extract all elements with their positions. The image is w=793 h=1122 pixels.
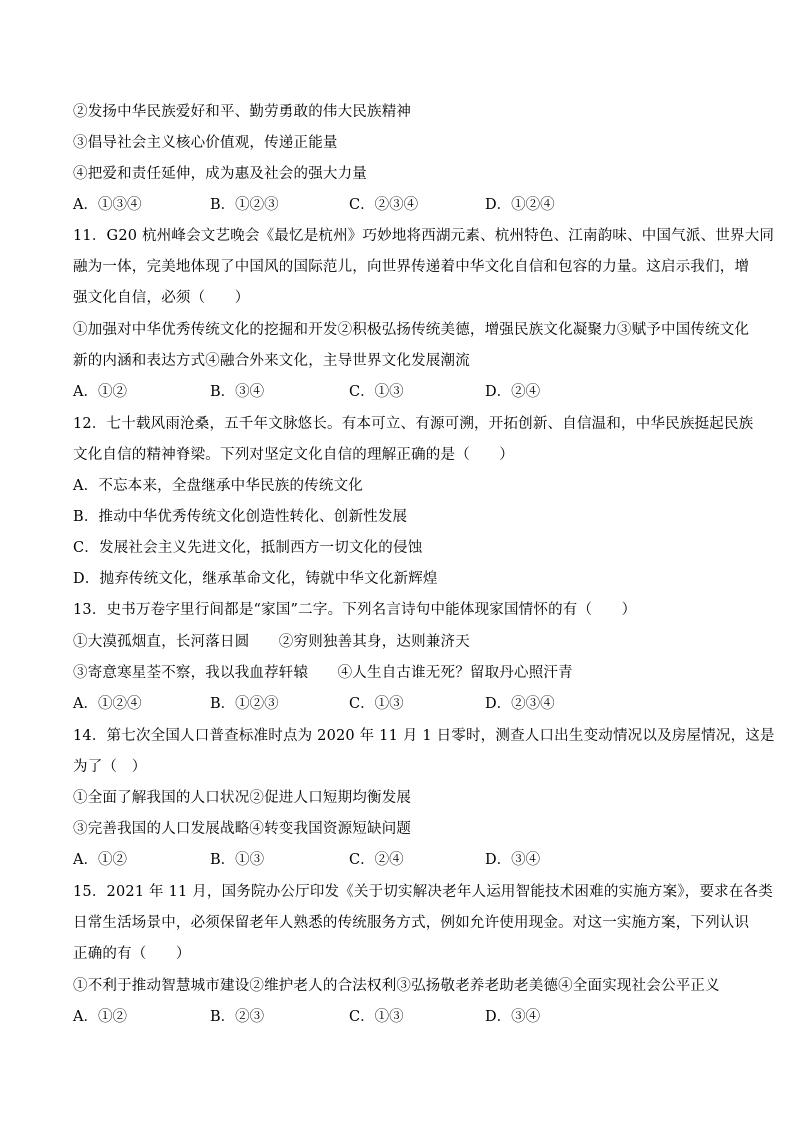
q11-items-line-1: ①加强对中华优秀传统文化的挖掘和开发②积极弘扬传统美德，增强民族文化凝聚力③赋予中国传统文化 — [73, 322, 750, 338]
q12-stem-line-2: 文化自信的精神脊梁。下列对坚定文化自信的理解正确的是（ ） — [73, 447, 514, 463]
q13-stem: 13．史书万卷字里行间都是“家国”二字。下列名言诗句中能体现家国情怀的有（ ） — [73, 602, 637, 618]
q11-stem-line-1: 11．G20 杭州峰会文艺晚会《最忆是杭州》巧妙地将西湖元素、杭州特色、江南韵味、中国气派、世界大同 — [73, 228, 775, 244]
q11-option-a[interactable]: A．①② — [73, 384, 127, 400]
q10-option-c[interactable]: C．②③④ — [349, 197, 419, 213]
q13-options — [73, 694, 733, 714]
q10-item-4: ④把爱和责任延伸，成为惠及社会的强大力量 — [73, 166, 367, 182]
q12-choice-b[interactable]: B．推动中华优秀传统文化创造性转化、创新性发展 — [73, 509, 408, 525]
q10-option-d[interactable]: D．①②④ — [485, 197, 555, 213]
q12-stem-line-1: 12．七十载风雨沧桑，五千年文脉悠长。有本可立、有源可溯，开拓创新、自信温和，中华民族挺起民族 — [73, 416, 754, 432]
q15-option-c[interactable]: C．①③ — [349, 1009, 404, 1025]
q15-stem-line-2: 日常生活场景中，必须保留老年人熟悉的传统服务方式，例如允许使用现金。对这一实施方案，下列认识 — [73, 915, 750, 931]
q13-option-a[interactable]: A．①②④ — [73, 696, 142, 712]
q15-items-line-1: ①不利于推动智慧城市建设②维护老人的合法权利③弘扬敬老养老助老美德④全面实现社会公平正义 — [73, 978, 720, 994]
q13-option-d[interactable]: D．②③④ — [485, 696, 555, 712]
q15-option-a[interactable]: A．①② — [73, 1009, 127, 1025]
q11-stem-line-2: 融为一体，完美地体现了中国风的国际范儿，向世界传递着中华文化自信和包容的力量。这启示我们，增 — [73, 259, 750, 275]
q14-option-b[interactable]: B．①③ — [210, 852, 265, 868]
q10-item-3: ③倡导社会主义核心价值观，传递正能量 — [73, 135, 338, 151]
q14-items-line-2: ③完善我国的人口发展战略④转变我国资源短缺问题 — [73, 821, 412, 837]
q15-option-b[interactable]: B．②③ — [210, 1009, 265, 1025]
q10-option-a[interactable]: A．①③④ — [73, 197, 142, 213]
q14-items-line-1: ①全面了解我国的人口状况②促进人口短期均衡发展 — [73, 790, 412, 806]
q10-item-2: ②发扬中华民族爱好和平、勤劳勇敢的伟大民族精神 — [73, 104, 412, 120]
q13-option-b[interactable]: B．①②③ — [210, 696, 279, 712]
q15-option-d[interactable]: D．③④ — [485, 1009, 541, 1025]
q13-items-line-1: ①大漠孤烟直，长河落日圆 ②穷则独善其身，达则兼济天 — [73, 634, 470, 650]
q11-option-c[interactable]: C．①③ — [349, 384, 404, 400]
q10-option-b[interactable]: B．①②③ — [210, 197, 279, 213]
q14-stem-line-1: 14．第七次全国人口普查标准时点为 2020 年 11 月 1 日零时，测查人口出生变动情况以及房屋情况，这是 — [73, 728, 775, 744]
q13-items-line-2: ③寄意寒星荃不察，我以我血荐轩辕 ④人生自古谁无死？留取丹心照汗青 — [73, 665, 573, 681]
q11-option-b[interactable]: B．③④ — [210, 384, 265, 400]
q11-options — [73, 382, 733, 402]
q11-stem-line-3: 强文化自信，必须（ ） — [73, 290, 250, 306]
q13-option-c[interactable]: C．①③ — [349, 696, 404, 712]
q15-stem-line-1: 15．2021 年 11 月，国务院办公厅印发《关于切实解决老年人运用智能技术困难的实施方案》，要求在各类 — [73, 884, 773, 900]
q11-items-line-2: 新的内涵和表达方式④融合外来文化，主导世界文化发展潮流 — [73, 353, 470, 369]
q14-options — [73, 850, 733, 870]
q12-choice-d[interactable]: D．抛弃传统文化，继承革命文化，铸就中华文化新辉煌 — [73, 571, 438, 587]
q12-choice-c[interactable]: C．发展社会主义先进文化，抵制西方一切文化的侵蚀 — [73, 540, 423, 556]
q14-option-d[interactable]: D．③④ — [485, 852, 541, 868]
q15-options — [73, 1007, 733, 1027]
q14-stem-line-2: 为了（ ） — [73, 759, 147, 775]
q15-stem-line-3: 正确的有（ ） — [73, 946, 191, 962]
q14-option-c[interactable]: C．②④ — [349, 852, 404, 868]
q12-choice-a[interactable]: A．不忘本来，全盘继承中华民族的传统文化 — [73, 478, 363, 494]
q10-options — [73, 195, 733, 215]
q14-option-a[interactable]: A．①② — [73, 852, 127, 868]
q11-option-d[interactable]: D．②④ — [485, 384, 541, 400]
